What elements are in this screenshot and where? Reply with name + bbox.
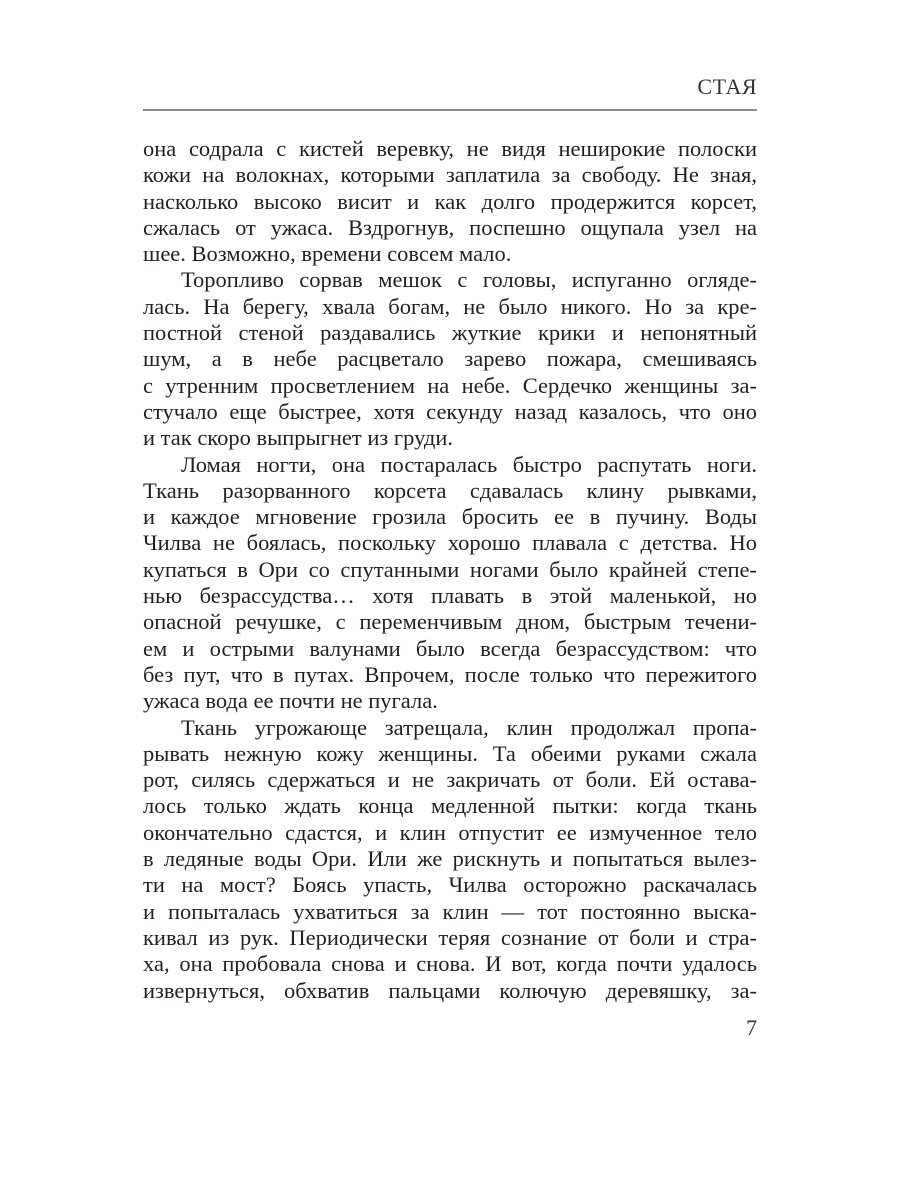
text-line: лась. На берегу, хвала богам, не было никого. Но за кре- xyxy=(143,293,757,319)
text-line: ти на мост? Боясь упасть, Чилва осторожно раскачалась xyxy=(143,872,757,898)
text-line: без пут, что в путах. Впрочем, после только что пережитого xyxy=(143,661,757,687)
text-line: с утренним просветлением на небе. Сердечко женщины за- xyxy=(143,372,757,398)
text-line: стучало еще быстрее, хотя секунду назад казалось, что оно xyxy=(143,398,757,424)
text-line: окончательно сдастся, и клин отпустит ее измученное тело xyxy=(143,819,757,845)
text-line: насколько высоко висит и как долго продержится корсет, xyxy=(143,188,757,214)
text-line: постной стеной раздавались жуткие крики и непонятный xyxy=(143,320,757,346)
text-line: извернуться, обхватив пальцами колючую деревяшку, за- xyxy=(143,977,757,1003)
text-line: Торопливо сорвав мешок с головы, испуганно огляде- xyxy=(181,267,757,293)
body-text xyxy=(143,136,757,1004)
text-line: ем и острыми валунами было всегда безрассудством: что xyxy=(143,635,757,661)
text-line: сжалась от ужаса. Вздрогнув, поспешно ощупала узел на xyxy=(143,214,757,240)
text-line: и так скоро выпрыгнет из груди. xyxy=(143,425,454,451)
text-line: кожи на волокнах, которыми заплатила за свободу. Не зная, xyxy=(143,162,757,188)
text-line: Ломая ногти, она постаралась быстро распутать ноги. xyxy=(181,451,757,477)
text-line: Ткань угрожающе затрещала, клин продолжал пропа- xyxy=(181,714,757,740)
text-line: Ткань разорванного корсета сдавалась клину рывками, xyxy=(143,477,757,503)
text-line: купаться в Ори со спутанными ногами было крайней степе- xyxy=(143,556,757,582)
page-number: 7 xyxy=(746,1015,757,1040)
text-line: в ледяные воды Ори. Или же рискнуть и попытаться вылез- xyxy=(143,846,757,872)
text-line: опасной речушке, с переменчивым дном, быстрым течени- xyxy=(143,609,757,635)
text-line: ха, она пробовала снова и снова. И вот, когда почти удалось xyxy=(143,951,757,977)
text-line: она содрала с кистей веревку, не видя неширокие полоски xyxy=(143,136,757,161)
text-line: лось только ждать конца медленной пытки: когда ткань xyxy=(143,793,757,819)
header-rule xyxy=(143,109,757,111)
text-line: и каждое мгновение грозила бросить ее в пучину. Воды xyxy=(143,504,757,530)
running-head: СТАЯ xyxy=(697,74,757,99)
text-line: Чилва не боялась, поскольку хорошо плавала с детства. Но xyxy=(143,530,757,556)
text-line: шее. Возможно, времени совсем мало. xyxy=(143,241,512,267)
text-line: ужаса вода ее почти не пугала. xyxy=(143,688,438,714)
text-line: и попыталась ухватиться за клин — тот постоянно выска- xyxy=(143,898,757,924)
text-line: рывать нежную кожу женщины. Та обеими руками сжала xyxy=(143,740,757,766)
text-line: шум, а в небе расцветало зарево пожара, смешиваясь xyxy=(143,346,757,372)
text-line: кивал из рук. Периодически теряя сознание от боли и стра- xyxy=(143,924,757,950)
text-line: нью безрассудства… хотя плавать в этой маленькой, но xyxy=(143,583,757,609)
text-line: рот, силясь сдержаться и не закричать от боли. Ей остава- xyxy=(143,767,757,793)
